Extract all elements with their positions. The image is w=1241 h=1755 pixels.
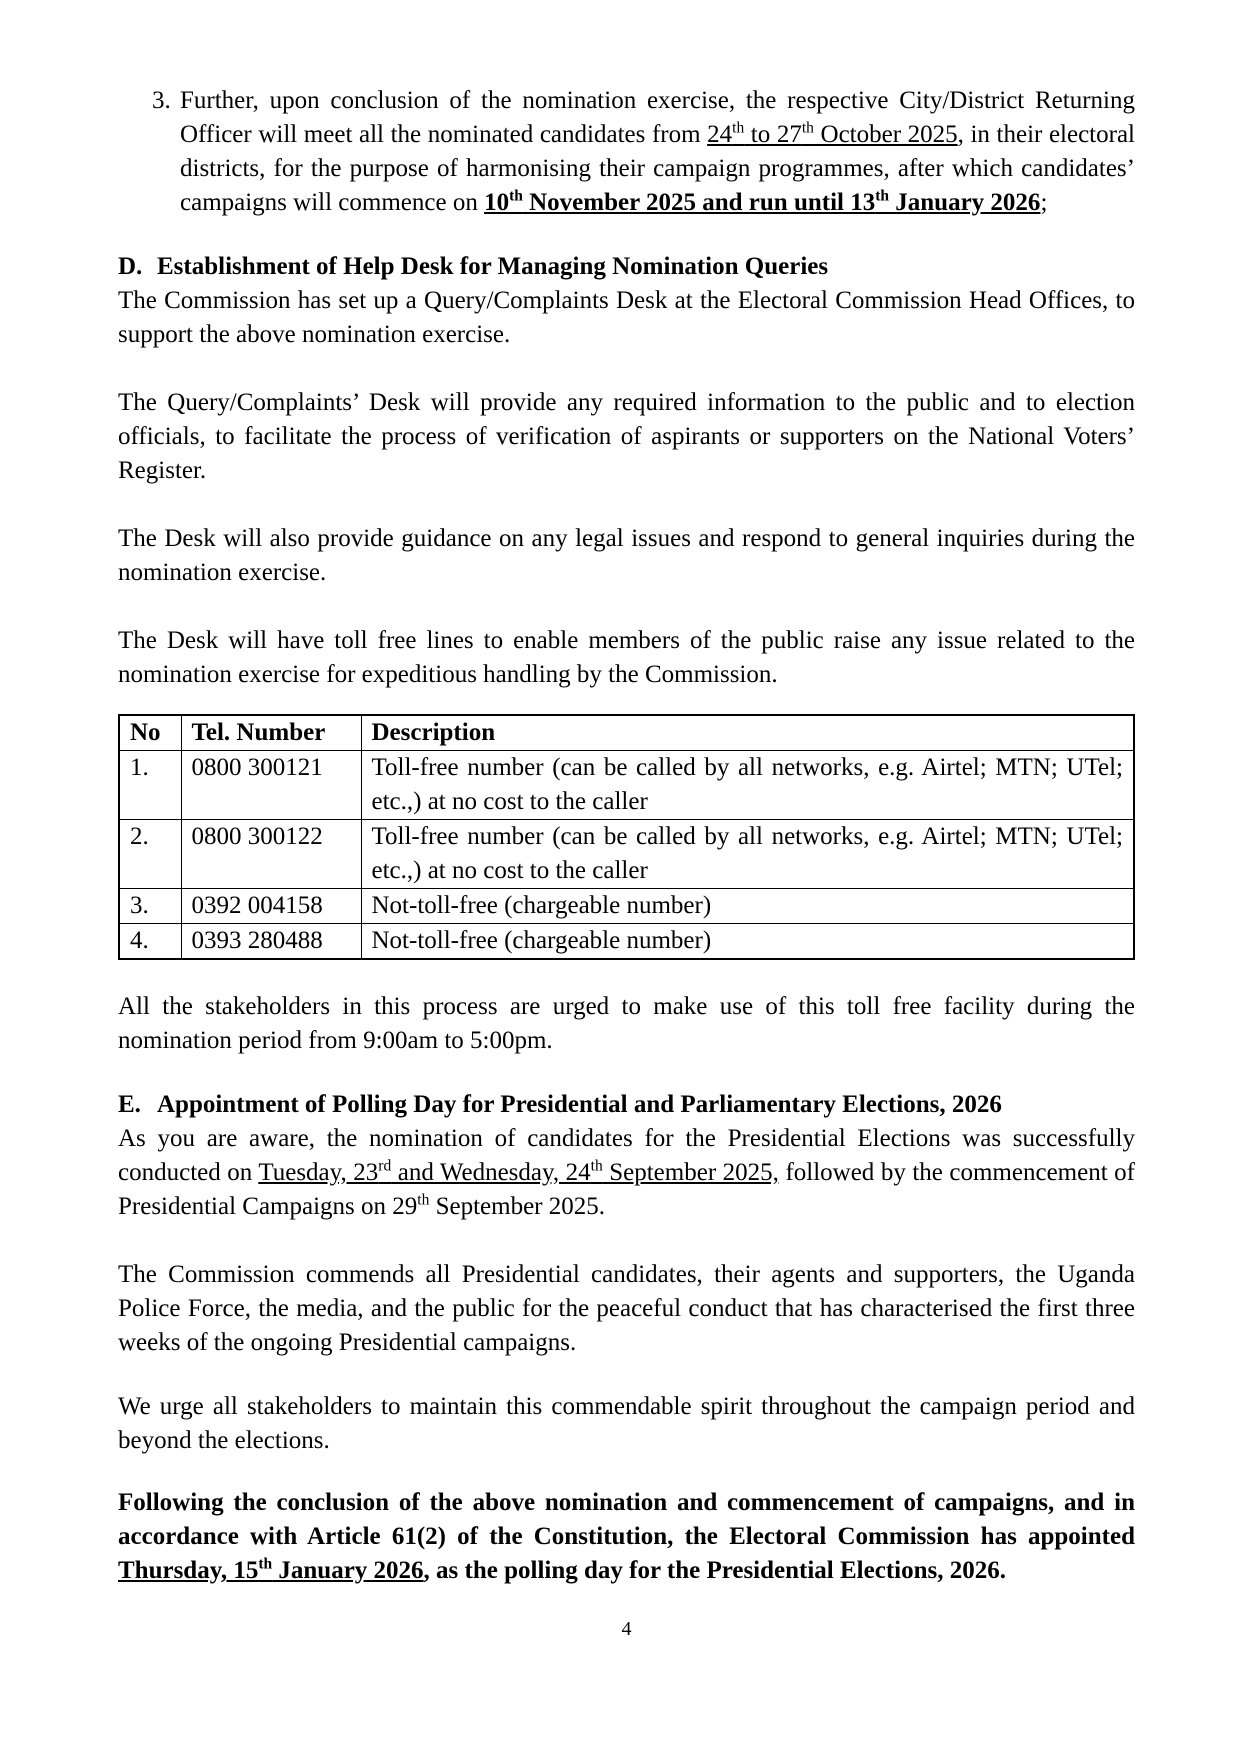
section-e-title: Appointment of Polling Day for Presidential and Parliamentary Elections, 2026: [157, 1091, 1002, 1118]
list-number: 3.: [152, 87, 171, 114]
helpdesk-phone-table: [118, 714, 1135, 960]
section-d-paragraph-4: The Desk will have toll free lines to enable members of the public raise any issue related to the nomination exercise for expeditious handling by the Commission.: [118, 627, 1135, 688]
section-e-paragraph-2: The Commission commends all Presidential candidates, their agents and supporters, the Uganda Police Force, the media, and the public for the peaceful conduct that has characterised the first three weeks of the ongoing Presidential campaigns.: [118, 1261, 1135, 1356]
section-e-paragraph-3: We urge all stakeholders to maintain this commendable spirit throughout the campaign period and beyond the elections.: [118, 1393, 1135, 1454]
section-d-letter: D.: [118, 253, 143, 280]
cell-tel: 0392 004158: [181, 889, 361, 924]
cell-description: Toll-free number (can be called by all networks, e.g. Airtel; MTN; UTel; etc.,) at no cost to the caller: [361, 820, 1134, 889]
section-d-title: Establishment of Help Desk for Managing Nomination Queries: [157, 253, 829, 280]
cell-description: Not-toll-free (chargeable number): [361, 924, 1134, 960]
table-header-row: [119, 715, 1134, 751]
numbered-item-3: [118, 84, 1135, 220]
table-row: [119, 751, 1134, 820]
cell-tel: 0800 300121: [181, 751, 361, 820]
header-description: Description: [361, 715, 1134, 751]
page-number: 4: [621, 1618, 632, 1640]
table-row: [119, 820, 1134, 889]
cell-description: Toll-free number (can be called by all networks, e.g. Airtel; MTN; UTel; etc.,) at no cost to the caller: [361, 751, 1134, 820]
section-d-paragraph-2: The Query/Complaints’ Desk will provide any required information to the public and to election officials, to facilitate the process of verification of aspirants or supporters on the National Voters’ Register.: [118, 389, 1135, 484]
section-d-paragraph-1: The Commission has set up a Query/Complaints Desk at the Electoral Commission Head Offices, to support the above nomination exercise.: [118, 287, 1135, 348]
section-e-heading: [118, 1088, 1135, 1122]
header-no: No: [119, 715, 181, 751]
table-row: [119, 924, 1134, 960]
stakeholders-paragraph: All the stakeholders in this process are urged to make use of this toll free facility during the nomination period from 9:00am to 5:00pm.: [118, 993, 1135, 1054]
cell-tel: 0393 280488: [181, 924, 361, 960]
cell-no: 4.: [119, 924, 181, 960]
cell-description: Not-toll-free (chargeable number): [361, 889, 1134, 924]
section-e-paragraph-4: Following the conclusion of the above nomination and commencement of campaigns, and in accordance with Article 61(2) of the Constitution, the Electoral Commission has appointed Thursday, 15th January 2026, as the polling day for the Presidential Elections, 2026.: [118, 1489, 1135, 1584]
section-e-letter: E.: [118, 1091, 141, 1118]
section-d-paragraph-3: The Desk will also provide guidance on any legal issues and respond to general inquiries during the nomination exercise.: [118, 525, 1135, 586]
cell-no: 1.: [119, 751, 181, 820]
cell-no: 2.: [119, 820, 181, 889]
table-row: [119, 889, 1134, 924]
section-d-heading: [118, 250, 1135, 284]
cell-tel: 0800 300122: [181, 820, 361, 889]
cell-no: 3.: [119, 889, 181, 924]
section-e-paragraph-1: As you are aware, the nomination of candidates for the Presidential Elections was successfully conducted on Tuesday, 23rd and Wednesday, 24th September 2025, followed by the commencement of Presidential Campaigns on 29th September 2025.: [118, 1125, 1135, 1220]
header-tel-number: Tel. Number: [181, 715, 361, 751]
list-item-text: Further, upon conclusion of the nomination exercise, the respective City/District Returning Officer will meet all the nominated candidates from 24th to 27th October 2025, in their electoral districts, for the purpose of harmonising their campaign programmes, after which candidates’ campaigns will commence on 10th November 2025 and run until 13th January 2026;: [180, 87, 1135, 216]
